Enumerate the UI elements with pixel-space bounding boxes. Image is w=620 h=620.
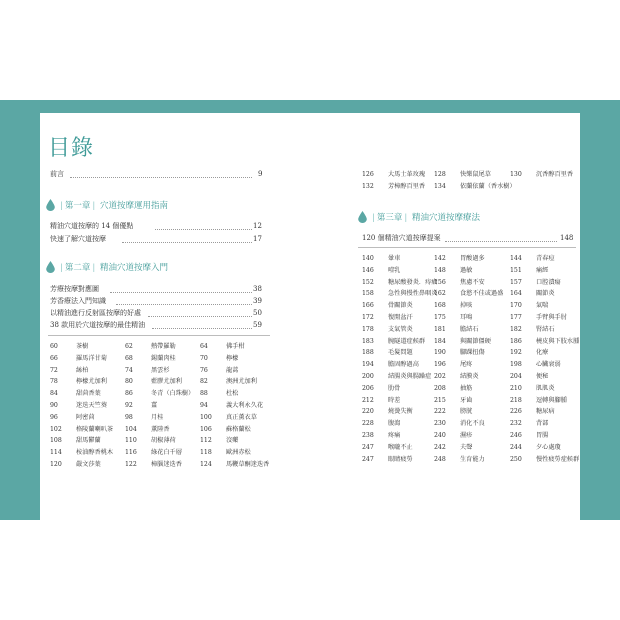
condition-item[interactable]: 144 青春痘	[510, 255, 555, 262]
condition-item[interactable]: 192 化療	[510, 349, 549, 357]
condition-item[interactable]: 157 口腔潰瘍	[510, 278, 561, 286]
chapter3-title: 精油穴道按摩療法	[411, 213, 480, 223]
oil-item[interactable]: 122 樟腦迷迭香	[125, 460, 182, 468]
droplet-icon	[358, 211, 367, 223]
leader-dots	[152, 328, 252, 329]
chapter2-entry-page: 50	[253, 309, 262, 317]
condition-item[interactable]: 215 牙齒	[434, 396, 473, 404]
oil-item[interactable]: 108 甜馬鬱蘭	[50, 437, 101, 445]
condition-item[interactable]: 246 胃腸	[510, 431, 549, 439]
droplet-icon	[46, 261, 55, 273]
condition-item[interactable]: 232 背部	[510, 420, 549, 428]
condition-item[interactable]: 188 毛髮問題	[362, 349, 413, 357]
oil-column	[434, 169, 516, 193]
condition-item[interactable]: 218 逗轉與腳腫	[510, 396, 567, 404]
chapter2-entry-page: 39	[253, 297, 262, 305]
condition-item[interactable]: 248 生育能力	[434, 455, 485, 463]
intro-page: 9	[258, 170, 263, 178]
condition-item[interactable]: 140 暈車	[362, 255, 401, 262]
page-title: 目錄	[48, 136, 95, 161]
condition-item[interactable]: 158 急性與慢性鼻咽炎	[362, 290, 438, 298]
condition-item[interactable]: 220 燒燙失衡	[362, 408, 413, 416]
chapter1-entry[interactable]: 快速了解穴道按摩	[50, 235, 106, 243]
oil-item[interactable]: 92 薑	[125, 401, 158, 409]
leader-dots	[148, 316, 252, 317]
oil-column	[50, 341, 113, 471]
leader-dots	[155, 229, 252, 230]
oil-item[interactable]: 104 薰陸香	[125, 425, 170, 433]
chapter1-entry[interactable]: 精油穴道按摩的 14 個優點	[50, 222, 134, 230]
chapter2-title: 精油穴道按摩入門	[99, 263, 168, 273]
chapter2-entry[interactable]: 芳香療法入門知識	[50, 297, 106, 305]
condition-item[interactable]: 190 腳踝扭傷	[434, 349, 485, 357]
chapter2-heading[interactable]: | 第二章 | 精油穴道按摩入門	[60, 263, 168, 273]
condition-column	[434, 253, 503, 465]
condition-item[interactable]: 146 噎乳	[362, 266, 401, 274]
condition-item[interactable]: 164 關節炎	[510, 290, 555, 298]
oil-column	[200, 341, 269, 471]
oil-item[interactable]: 116 綠花白千層	[125, 449, 182, 457]
condition-item[interactable]: 240 濕疹	[434, 431, 473, 439]
condition-item[interactable]: 177 手臂與手肘	[510, 313, 567, 321]
chapter1-entry-page: 12	[253, 222, 262, 230]
chapter1-heading[interactable]: | 第一章 | 穴道按摩運用指南	[60, 201, 168, 211]
condition-item[interactable]: 244 夕心處瓊	[510, 443, 561, 451]
leader-dots	[116, 304, 252, 305]
chapter2-entry-page: 38	[253, 285, 262, 293]
oil-item[interactable]: 130 沉香醇百里香	[510, 171, 574, 178]
condition-item[interactable]: 247 眼睛疲勞	[362, 455, 413, 463]
condition-item[interactable]: 226 糖尿病	[510, 408, 555, 416]
condition-item[interactable]: 210 肌肌炎	[510, 384, 555, 392]
oil-item[interactable]: 80 藍膠尤加利	[125, 378, 182, 386]
condition-item[interactable]: 175 耳鳴	[434, 313, 473, 321]
chapter2-entry[interactable]: 38 款用於穴道按摩的最佳精油	[50, 321, 146, 329]
oil-item[interactable]: 110 胡椒薄荷	[125, 437, 176, 445]
condition-item[interactable]: 183 腕隧道症候群	[362, 337, 426, 345]
oil-item[interactable]: 62 熱帶羅勒	[125, 343, 176, 350]
divider	[358, 247, 576, 248]
oil-item[interactable]: 74 黑雲杉	[125, 366, 170, 374]
oil-item[interactable]: 82 澳洲尤加利	[200, 378, 257, 386]
oil-item[interactable]: 72 絲柏	[50, 366, 89, 374]
condition-item[interactable]: 166 骨關節炎	[362, 302, 413, 310]
oil-item[interactable]: 128 快樂鼠尾草	[434, 171, 491, 178]
oil-item[interactable]: 64 佛手柑	[200, 343, 245, 350]
chapter2-entry[interactable]: 芳療按摩對應圖	[50, 285, 99, 293]
leader-dots	[445, 241, 557, 242]
oil-item[interactable]: 120 嚴文莎葉	[50, 460, 101, 468]
condition-item[interactable]: 250 慢性疲勞症候群	[510, 455, 580, 463]
oil-column	[510, 169, 573, 181]
condition-item[interactable]: 168 掉咳	[434, 302, 473, 310]
intro-label[interactable]: 前言	[50, 170, 64, 178]
chapter3-number: 第三章	[376, 213, 403, 223]
condition-item[interactable]: 196 尾疼	[434, 361, 473, 369]
condition-item[interactable]: 148 過敏	[434, 266, 473, 274]
oil-column	[362, 169, 425, 193]
oil-item[interactable]: 114 桉油醇香桃木	[50, 449, 114, 457]
condition-item[interactable]: 238 疼痛	[362, 431, 401, 439]
oil-item[interactable]: 84 甜茴香葉	[50, 390, 101, 398]
oil-column	[125, 341, 194, 471]
oil-item[interactable]: 86 冬青（白珠樹）	[125, 390, 195, 398]
oil-item[interactable]: 132 芳樟醇百里香	[362, 182, 426, 190]
chapter3-entry-page: 148	[560, 234, 574, 242]
leader-dots	[122, 242, 252, 243]
chapter3-entry[interactable]: 120 個精油穴道按摩提案	[362, 234, 441, 242]
condition-item[interactable]: 194 膽固醇過高	[362, 361, 419, 369]
oil-item[interactable]: 126 大馬士革玫瑰	[362, 171, 426, 178]
condition-item[interactable]: 206 肋骨	[362, 384, 401, 392]
chapter2-entry[interactable]: 以精油進行反射區按摩的好處	[50, 309, 141, 317]
oil-item[interactable]: 70 檸檬	[200, 354, 239, 362]
oil-item[interactable]: 78 檸檬尤加利	[50, 378, 107, 386]
divider	[48, 335, 270, 336]
oil-item[interactable]: 134 依蘭依蘭（香水樹）	[434, 182, 516, 190]
oil-item[interactable]: 100 真正薰衣草	[200, 413, 257, 421]
leader-dots	[110, 292, 252, 293]
condition-item[interactable]: 212 時差	[362, 396, 401, 404]
condition-item[interactable]: 222 膀胱	[434, 408, 473, 416]
condition-item[interactable]: 178 支氣管炎	[362, 325, 413, 333]
condition-item[interactable]: 156 焦慮不安	[434, 278, 485, 286]
condition-column	[362, 253, 438, 465]
oil-item[interactable]: 98 月桂	[125, 413, 164, 421]
oil-item[interactable]: 66 羅馬洋甘菊	[50, 354, 107, 362]
condition-item[interactable]: 151 痛經	[510, 266, 549, 274]
condition-item[interactable]: 200 結腸炎與腸躁症	[362, 372, 432, 380]
oil-item[interactable]: 94 義大利永久花	[200, 401, 264, 409]
droplet-icon	[46, 199, 55, 211]
oil-item[interactable]: 96 阿密茴	[50, 413, 95, 421]
chapter1-title: 穴道按摩運用指南	[99, 201, 168, 211]
chapter2-number: 第二章	[64, 263, 91, 273]
oil-item[interactable]: 112 沒藥	[200, 437, 239, 445]
condition-item[interactable]: 184 與關節僵硬	[434, 337, 491, 345]
oil-item[interactable]: 88 杜松	[200, 390, 239, 398]
condition-item[interactable]: 181 膽結石	[434, 325, 479, 333]
chapter2-entry-page: 59	[253, 321, 262, 329]
condition-item[interactable]: 172 復閒盆汗	[362, 313, 413, 321]
condition-column	[510, 253, 579, 465]
oil-item[interactable]: 60 茶樹	[50, 343, 89, 350]
chapter3-heading[interactable]: | 第三章 | 精油穴道按摩療法	[372, 213, 480, 223]
oil-item[interactable]: 102 格陵蘭喇叭茶	[50, 425, 114, 433]
condition-item[interactable]: 142 胃酸過多	[434, 255, 485, 262]
oil-item[interactable]: 106 蘇格蘭松	[200, 425, 251, 433]
condition-item[interactable]: 162 食慾不佳或過盛	[434, 290, 504, 298]
condition-item[interactable]: 204 便秘	[510, 372, 549, 380]
condition-item[interactable]: 230 消化不良	[434, 420, 485, 428]
chapter1-entry-page: 17	[253, 235, 262, 243]
oil-item[interactable]: 124 馬鞭草酮迷迭香	[200, 460, 270, 468]
oil-item[interactable]: 76 龍蒿	[200, 366, 239, 374]
condition-item[interactable]: 247 喉嚨不止	[362, 443, 413, 451]
condition-item[interactable]: 198 心臟衰弱	[510, 361, 561, 369]
chapter1-number: 第一章	[64, 201, 91, 211]
oil-item[interactable]: 118 歐洲赤松	[200, 449, 251, 457]
condition-item[interactable]: 182 腎結石	[510, 325, 555, 333]
leader-dots	[70, 177, 252, 178]
condition-item[interactable]: 170 氣喘	[510, 302, 549, 310]
condition-item[interactable]: 228 腹瀉	[362, 420, 401, 428]
oil-item[interactable]: 68 錫蘭肉桂	[125, 354, 176, 362]
condition-item[interactable]: 202 結膜炎	[434, 372, 479, 380]
toc-page	[40, 113, 580, 533]
oil-item[interactable]: 90 迷迭天竺葵	[50, 401, 107, 409]
condition-item[interactable]: 208 抽筋	[434, 384, 473, 392]
condition-item[interactable]: 242 夫聲	[434, 443, 473, 451]
condition-item[interactable]: 152 糖尿酸發炎．痔瘡	[362, 278, 438, 286]
condition-item[interactable]: 186 橈皮與下肢水腫	[510, 337, 580, 345]
